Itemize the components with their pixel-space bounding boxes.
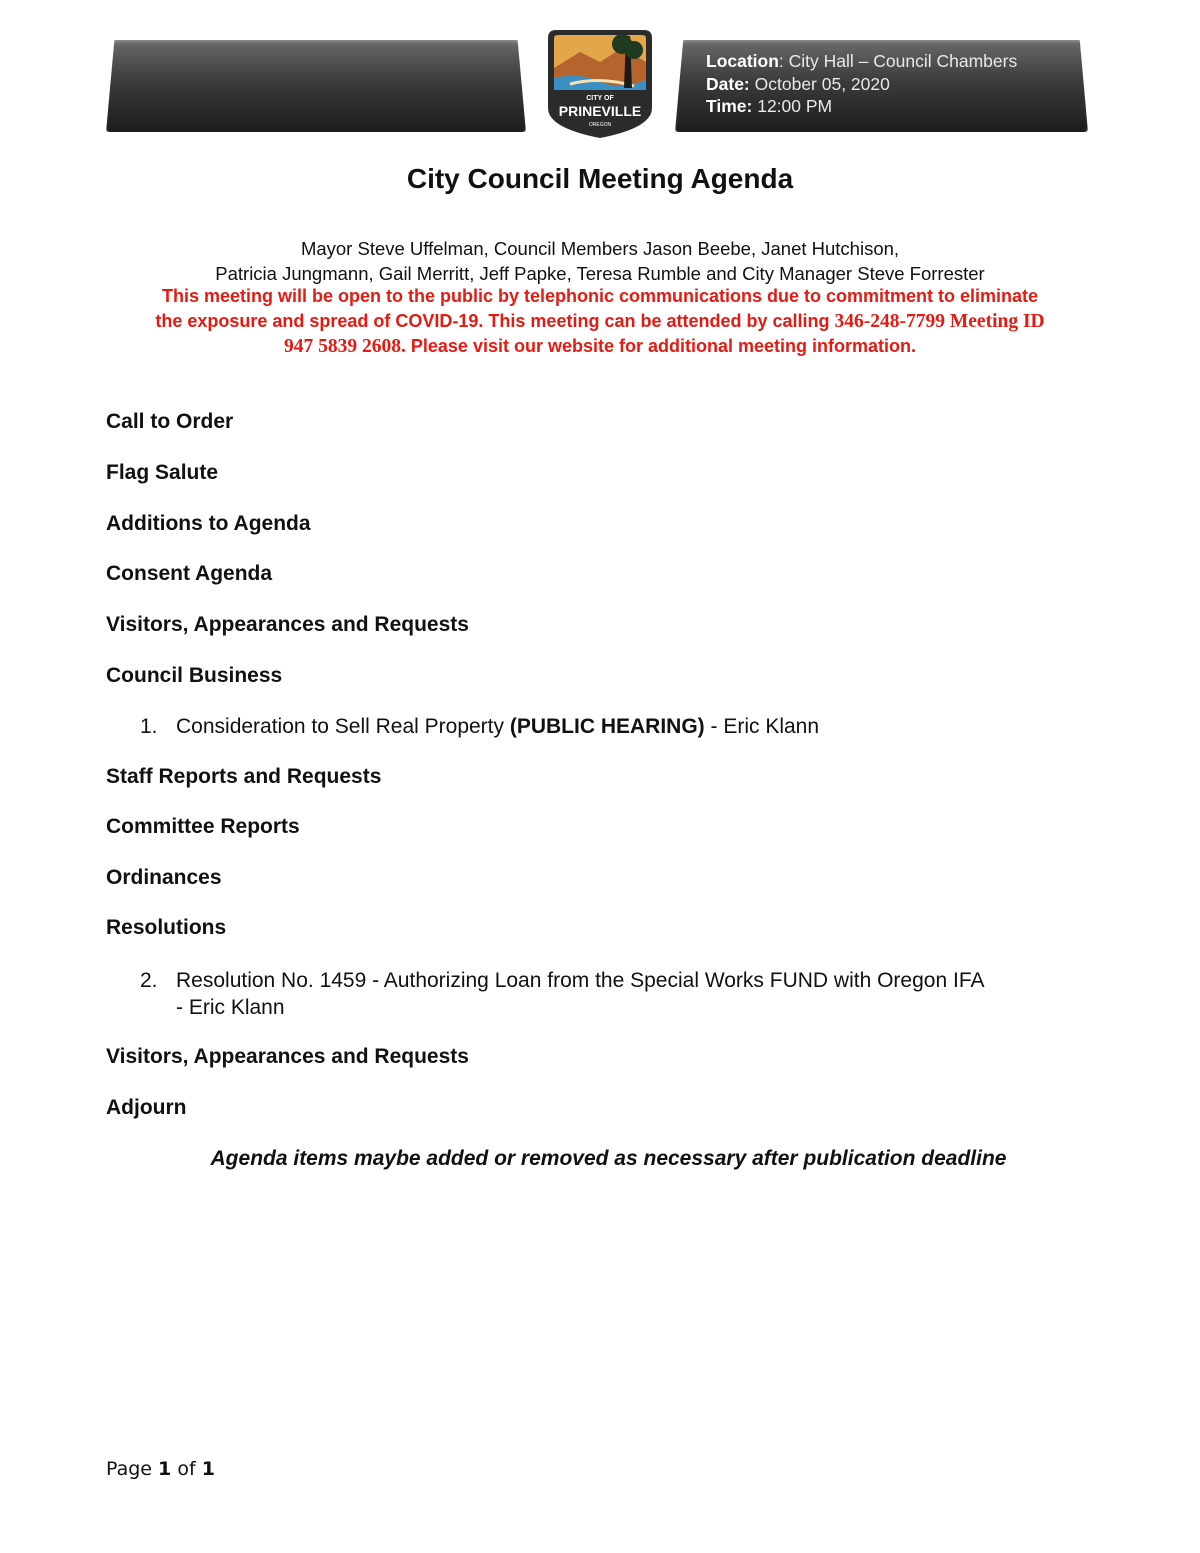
agenda-call-to-order: Call to Order	[106, 410, 234, 433]
notice-line-2: the exposure and spread of COVID-19. This meeting can be attended by calling 346-248-7799 Meeting ID	[155, 311, 1045, 332]
logo-line1: CITY OF	[586, 95, 614, 102]
council-members	[0, 236, 1200, 286]
agenda-staff-reports: Staff Reports and Requests	[106, 765, 382, 788]
agenda-council-business: Council Business	[106, 664, 283, 687]
meeting-info	[706, 50, 1017, 118]
location-line: Location: City Hall – Council Chambers	[706, 51, 1018, 71]
agenda-resolutions: Resolutions	[106, 916, 227, 939]
logo-line3: OREGON	[588, 122, 612, 128]
members-line-1: Mayor Steve Uffelman, Council Members Jason Beebe, Janet Hutchison,	[300, 238, 900, 259]
agenda-ordinances: Ordinances	[106, 866, 222, 889]
agenda-visitors-1: Visitors, Appearances and Requests	[106, 613, 469, 636]
notice-line-3: 947 5839 2608. Please visit our website for additional meeting information.	[284, 336, 916, 357]
phone-number: 346-248-7799 Meeting ID	[834, 311, 1045, 332]
agenda-visitors-2: Visitors, Appearances and Requests	[106, 1045, 469, 1068]
logo-line2: PRINEVILLE	[558, 103, 642, 119]
agenda-additions: Additions to Agenda	[106, 512, 311, 535]
date-line: Date: October 05, 2020	[706, 73, 890, 94]
city-logo	[540, 28, 660, 140]
page-title: City Council Meeting Agenda	[406, 163, 794, 194]
agenda-item-1: 1. Consideration to Sell Real Property (PUBLIC HEARING) - Eric Klann	[140, 715, 820, 738]
agenda-consent: Consent Agenda	[106, 562, 273, 585]
agenda-adjourn: Adjourn	[106, 1096, 187, 1119]
agenda-flag-salute: Flag Salute	[106, 461, 219, 484]
header-bar-left	[106, 40, 526, 132]
agenda-committee-reports: Committee Reports	[106, 815, 300, 838]
time-line: Time: 12:00 PM	[706, 96, 833, 116]
agenda-item-2: 2. Resolution No. 1459 - Authorizing Loan from the Special Works FUND with Oregon IFA - Eric Klann	[140, 969, 985, 1019]
page-number: Page 1 of 1	[106, 1458, 215, 1480]
members-line-2: Patricia Jungmann, Gail Merritt, Jeff Papke, Teresa Rumble and City Manager Steve Forrester	[215, 263, 985, 284]
notice-line-1: This meeting will be open to the public by telephonic communications due to commitment to eliminate	[161, 286, 1039, 306]
agenda-disclaimer: Agenda items maybe added or removed as necessary after publication deadline	[210, 1147, 1007, 1170]
covid-notice	[100, 284, 1100, 359]
meeting-id: 947 5839 2608.	[284, 336, 406, 357]
